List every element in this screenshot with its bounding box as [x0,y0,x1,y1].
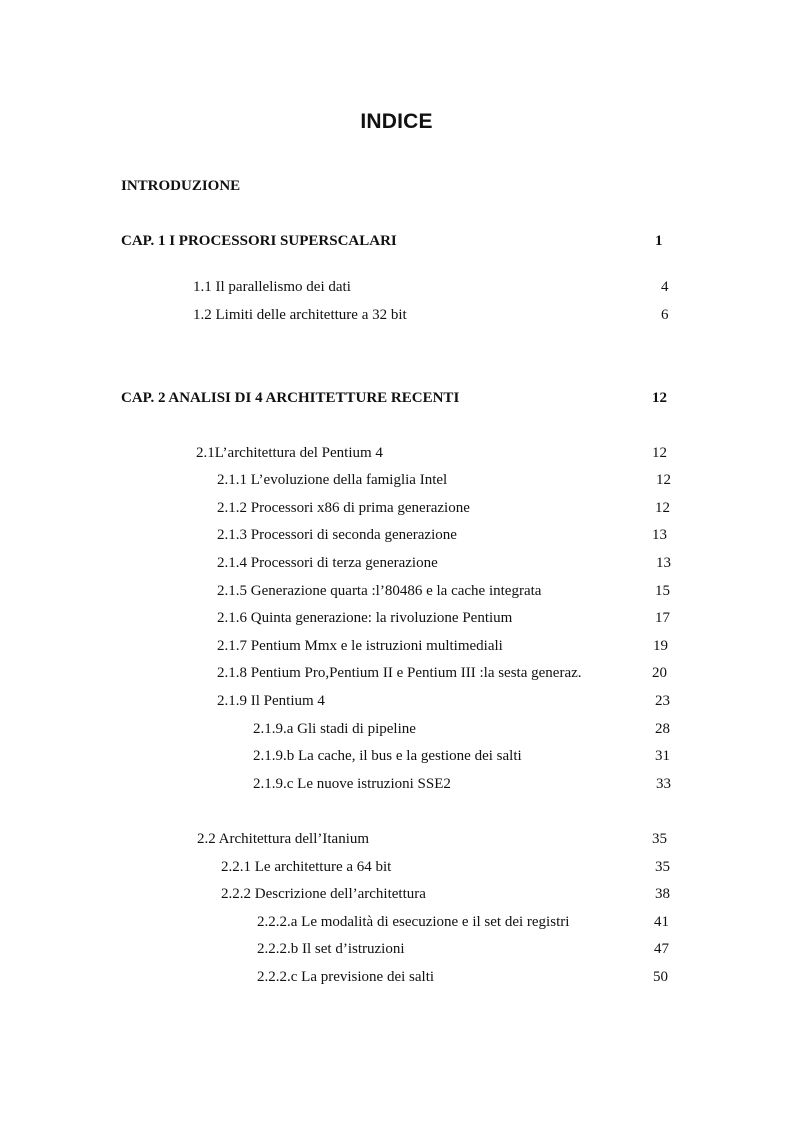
toc-entry-2-1-9: 2.1.9 Il Pentium 4 [217,693,325,709]
toc-page-1-2: 6 [661,307,669,323]
toc-entry-1-2: 1.2 Limiti delle architetture a 32 bit [193,307,407,323]
toc-entry-2-2-2-a: 2.2.2.a Le modalità di esecuzione e il set dei registri [257,914,570,930]
toc-entry-2-1-1: 2.1.1 L’evoluzione della famiglia Intel [217,472,448,488]
toc-page-2-1-2: 12 [655,500,670,516]
toc-page-2-1-7: 19 [653,638,668,654]
toc-entry-2-1-9-c: 2.1.9.c Le nuove istruzioni SSE2 [253,776,451,792]
toc-entry-2-1: 2.1L’architettura del Pentium 4 [196,445,383,461]
toc-page-2-2-2-b: 47 [654,941,669,957]
toc-page-2-1-5: 15 [655,583,670,599]
toc-entry-2-1-8: 2.1.8 Pentium Pro,Pentium II e Pentium III :la sesta generaz. [217,665,582,681]
toc-chapter-2-title: CAP. 2 ANALISI DI 4 ARCHITETTURE RECENTI [121,390,460,406]
toc-entry-2-2: 2.2 Architettura dell’Itanium [197,831,370,847]
toc-chapter-2-page: 12 [652,390,667,406]
toc-page-2-1-9: 23 [655,693,670,709]
toc-entry-2-2-2: 2.2.2 Descrizione dell’architettura [221,886,426,902]
toc-entry-1-1: 1.1 Il parallelismo dei dati [193,279,351,295]
toc-page-2-1: 12 [652,445,667,461]
toc-introduction: INTRODUZIONE [121,178,241,194]
toc-page-2-1-9-a: 28 [655,721,670,737]
toc-entry-2-2-2-b: 2.2.2.b Il set d’istruzioni [257,941,405,957]
toc-page-2-2: 35 [652,831,667,847]
toc-page-2-1-9-b: 31 [655,748,670,764]
toc-entry-2-2-1: 2.2.1 Le architetture a 64 bit [221,859,392,875]
toc-page-2-2-2-c: 50 [653,969,668,985]
toc-chapter-1-page: 1 [655,233,663,249]
toc-page-2-1-1: 12 [656,472,671,488]
toc-entry-2-1-7: 2.1.7 Pentium Mmx e le istruzioni multimediali [217,638,503,654]
toc-entry-2-1-5: 2.1.5 Generazione quarta :l’80486 e la cache integrata [217,583,542,599]
toc-entry-2-2-2-c: 2.2.2.c La previsione dei salti [257,969,435,985]
toc-entry-2-1-3: 2.1.3 Processori di seconda generazione [217,527,457,543]
toc-page-2-1-3: 13 [652,527,667,543]
toc-entry-2-1-9-a: 2.1.9.a Gli stadi di pipeline [253,721,416,737]
toc-page-2-1-6: 17 [655,610,670,626]
toc-chapter-1-title: CAP. 1 I PROCESSORI SUPERSCALARI [121,233,397,249]
toc-page-1-1: 4 [661,279,669,295]
toc-entry-2-1-2: 2.1.2 Processori x86 di prima generazione [217,500,470,516]
toc-page-2-1-9-c: 33 [656,776,671,792]
toc-page-2-2-2-a: 41 [654,914,669,930]
page-title: INDICE [360,110,433,133]
toc-page-2-2-1: 35 [655,859,670,875]
toc-entry-2-1-4: 2.1.4 Processori di terza generazione [217,555,438,571]
toc-entry-2-1-9-b: 2.1.9.b La cache, il bus e la gestione dei salti [253,748,522,764]
toc-entry-2-1-6: 2.1.6 Quinta generazione: la rivoluzione Pentium [217,610,513,626]
toc-page-2-1-8: 20 [652,665,667,681]
toc-page-2-2-2: 38 [655,886,670,902]
toc-page-2-1-4: 13 [656,555,671,571]
